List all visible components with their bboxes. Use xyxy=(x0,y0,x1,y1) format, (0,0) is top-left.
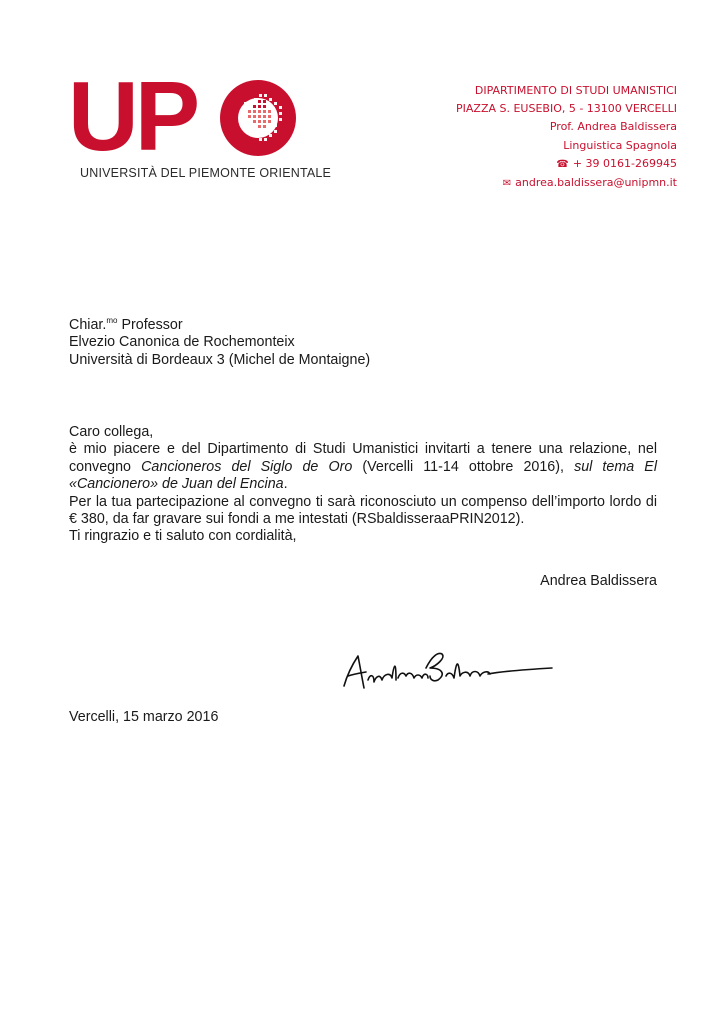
recipient-name: Elvezio Canonica de Rochemonteix xyxy=(69,334,295,351)
talk-topic: sul tema El «Cancionero» de Juan del Encina xyxy=(69,458,658,493)
letter-body xyxy=(69,424,657,546)
logo-caption: UNIVERSITÀ DEL PIEMONTE ORIENTALE xyxy=(80,166,332,180)
recipient-title-prefix: Chiar. xyxy=(69,317,107,333)
paragraph-invitation xyxy=(69,441,657,493)
logo-letters: UP xyxy=(68,72,197,167)
header-contact-block xyxy=(456,82,677,193)
handwritten-signature xyxy=(338,642,558,698)
professor-name: Prof. Andrea Baldissera xyxy=(549,120,677,134)
phone-row xyxy=(456,155,677,174)
invitation-text-a: è mio piacere e del Dipartimento di Studi Umanistici invitarti a tenere una relazione, nel convegno xyxy=(69,441,657,475)
recipient-title xyxy=(69,312,657,334)
email-address[interactable]: andrea.baldissera@unipmn.it xyxy=(515,176,677,190)
paragraph-closing: Ti ringrazio e ti saluto con cordialità, xyxy=(69,528,297,545)
invitation-text-c: . xyxy=(283,476,288,493)
piemonte-map-icon xyxy=(220,80,296,156)
email-row[interactable] xyxy=(456,174,677,193)
paragraph-compensation: Per la tua partecipazione al convegno ti sarà riconosciuto un compenso dell’importo lordo di € 380, da far gravare sui fondi a me intestati (RSbaldisseraaPRIN2012). xyxy=(69,493,657,528)
department-name: DIPARTIMENTO DI STUDI UMANISTICI xyxy=(474,84,677,97)
recipient-institution: Università di Bordeaux 3 (Michel de Montaigne) xyxy=(69,351,371,368)
recipient-title-suffix: Professor xyxy=(117,317,183,333)
conference-title: Cancioneros del Siglo de Oro xyxy=(141,458,353,475)
department-address: PIAZZA S. EUSEBIO, 5 - 13100 VERCELLI xyxy=(456,102,677,116)
recipient-block xyxy=(69,312,657,369)
phone-icon: ☎ xyxy=(556,158,569,170)
invitation-text-b: (Vercelli 11-14 ottobre 2016), xyxy=(352,458,575,475)
envelope-icon: ✉ xyxy=(502,178,512,190)
letter-date: Vercelli, 15 marzo 2016 xyxy=(69,709,219,725)
recipient-title-sup: mo xyxy=(106,316,118,325)
sender-name: Andrea Baldissera xyxy=(540,573,657,589)
phone-number: + 39 0161-269945 xyxy=(572,156,677,170)
professor-role: Linguistica Spagnola xyxy=(563,138,677,152)
salutation: Caro collega, xyxy=(69,424,154,440)
